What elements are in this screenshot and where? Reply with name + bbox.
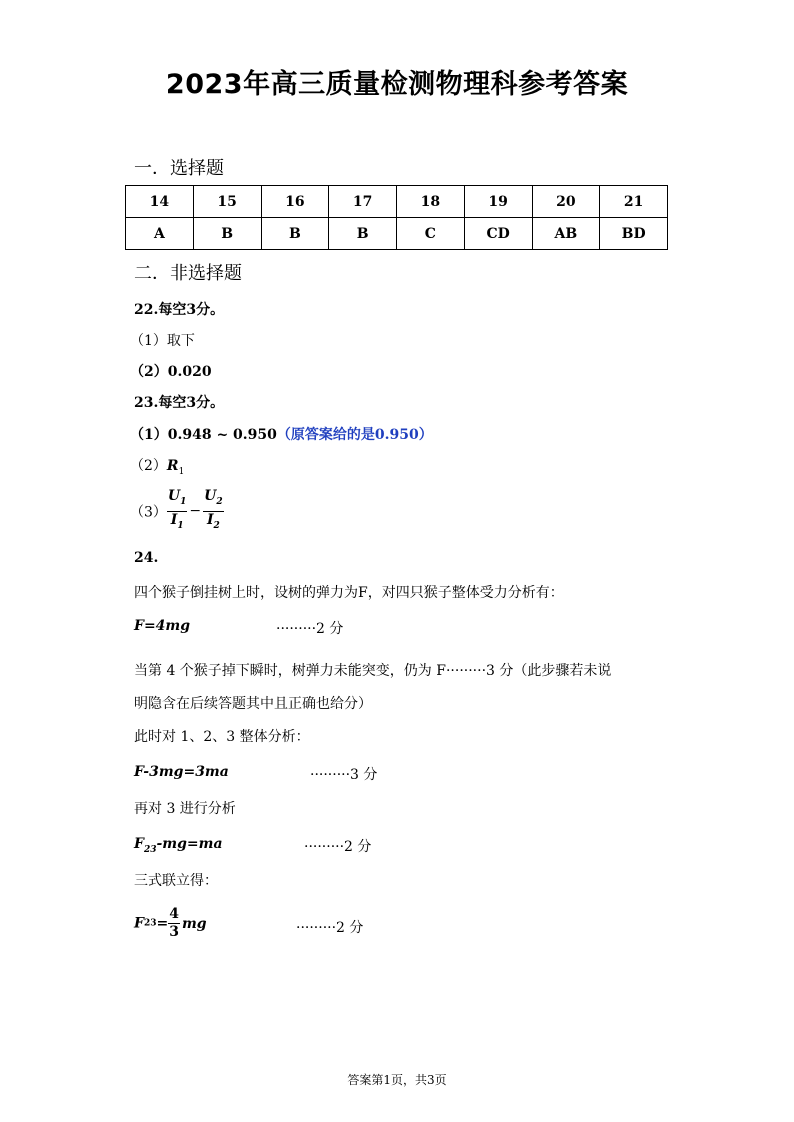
table-cell: 17 [329, 186, 397, 218]
page-footer: 答案第1页，共3页 [347, 1073, 447, 1087]
eq4-equals: = [156, 915, 169, 932]
q24-equation-1: F=4mg [134, 618, 191, 634]
q24-line-2b: 明隐含在后续答题其中且正确也给分） [134, 696, 372, 712]
frac-i: I [206, 511, 214, 528]
table-cell: BD [600, 218, 668, 250]
frac-sub: 1 [180, 496, 187, 507]
q24-line-3: 此时对 1、2、3 整体分析： [134, 729, 310, 745]
table-cell: 14 [126, 186, 194, 218]
fraction-u1-i1 [167, 488, 187, 535]
eq3-sub: 23 [143, 844, 157, 855]
answer-table [125, 185, 668, 250]
fraction-u2-i2 [203, 488, 223, 535]
frac-sub: 1 [177, 520, 184, 531]
table-cell: 21 [600, 186, 668, 218]
q24-intro: 四个猴子倒挂树上时，设树的弹力为F，对四只猴子整体受力分析有： [134, 585, 564, 601]
table-cell: B [261, 218, 329, 250]
q23-answer-3 [130, 488, 224, 535]
q23-answer-1 [130, 424, 433, 444]
frac-u: U [204, 488, 217, 504]
table-cell: B [329, 218, 397, 250]
table-cell: CD [464, 218, 532, 250]
fraction-four-thirds [168, 906, 180, 941]
table-cell: 19 [464, 186, 532, 218]
q24-equation-4 [134, 906, 207, 941]
table-cell: C [397, 218, 465, 250]
q24-line-2a: 当第 4 个猴子掉下瞬时，树弹力未能突变，仍为 F·········3 分（此步骤若未说 [134, 663, 612, 679]
eq4-rest: mg [181, 915, 207, 932]
q23-answer-2-prefix: （2） [130, 458, 167, 474]
eq3-rest: -mg=ma [156, 836, 223, 852]
table-cell: 15 [193, 186, 261, 218]
q24-line-5: 三式联立得： [134, 873, 218, 889]
q24-heading: 24. [134, 550, 159, 566]
q24-line-4: 再对 3 进行分析 [134, 801, 236, 817]
q24-points-3: ·········2 分 [304, 839, 372, 855]
section-heading-nonchoice: 二．非选择题 [134, 263, 242, 284]
q23-answer-1-note: （原答案给的是0.950） [276, 427, 433, 443]
table-cell: A [126, 218, 194, 250]
q24-points-1: ·········2 分 [276, 621, 344, 637]
frac-u: U [167, 488, 181, 504]
q24-points-2: ·········3 分 [310, 767, 378, 783]
q24-equation-3 [134, 836, 223, 855]
table-row-answers [126, 218, 668, 250]
q23-answer-2-sub: 1 [178, 466, 185, 477]
table-cell: AB [532, 218, 600, 250]
section-heading-choice: 一．选择题 [134, 158, 224, 179]
frac-numerator: 4 [169, 906, 179, 922]
table-cell: 18 [397, 186, 465, 218]
table-cell: 20 [532, 186, 600, 218]
eq4-f: F [134, 915, 144, 932]
q23-answer-1-value: （1）0.948 ~ 0.950 [130, 427, 277, 443]
frac-sub: 2 [216, 496, 223, 507]
q23-answer-2-var: R [166, 458, 179, 474]
q22-answer-2: （2）0.020 [130, 364, 212, 380]
eq4-sub: 23 [143, 918, 157, 929]
q22-answer-1: （1）取下 [130, 333, 195, 349]
minus-sign: − [189, 503, 202, 520]
table-cell: 16 [261, 186, 329, 218]
q23-heading: 23.每空3分。 [134, 395, 225, 411]
eq3-f: F [134, 836, 144, 852]
q24-points-4: ·········2 分 [296, 920, 364, 936]
q23-answer-3-prefix: （3） [130, 504, 167, 521]
table-row-numbers [126, 186, 668, 218]
frac-sub: 2 [213, 520, 220, 531]
q23-answer-2 [130, 455, 184, 477]
q22-heading: 22.每空3分。 [134, 302, 225, 318]
frac-i: I [170, 511, 178, 528]
q24-equation-2: F-3mg=3ma [134, 764, 229, 780]
table-cell: B [193, 218, 261, 250]
page-title: 2023年高三质量检测物理科参考答案 [165, 69, 629, 100]
frac-denominator: 3 [169, 924, 179, 940]
